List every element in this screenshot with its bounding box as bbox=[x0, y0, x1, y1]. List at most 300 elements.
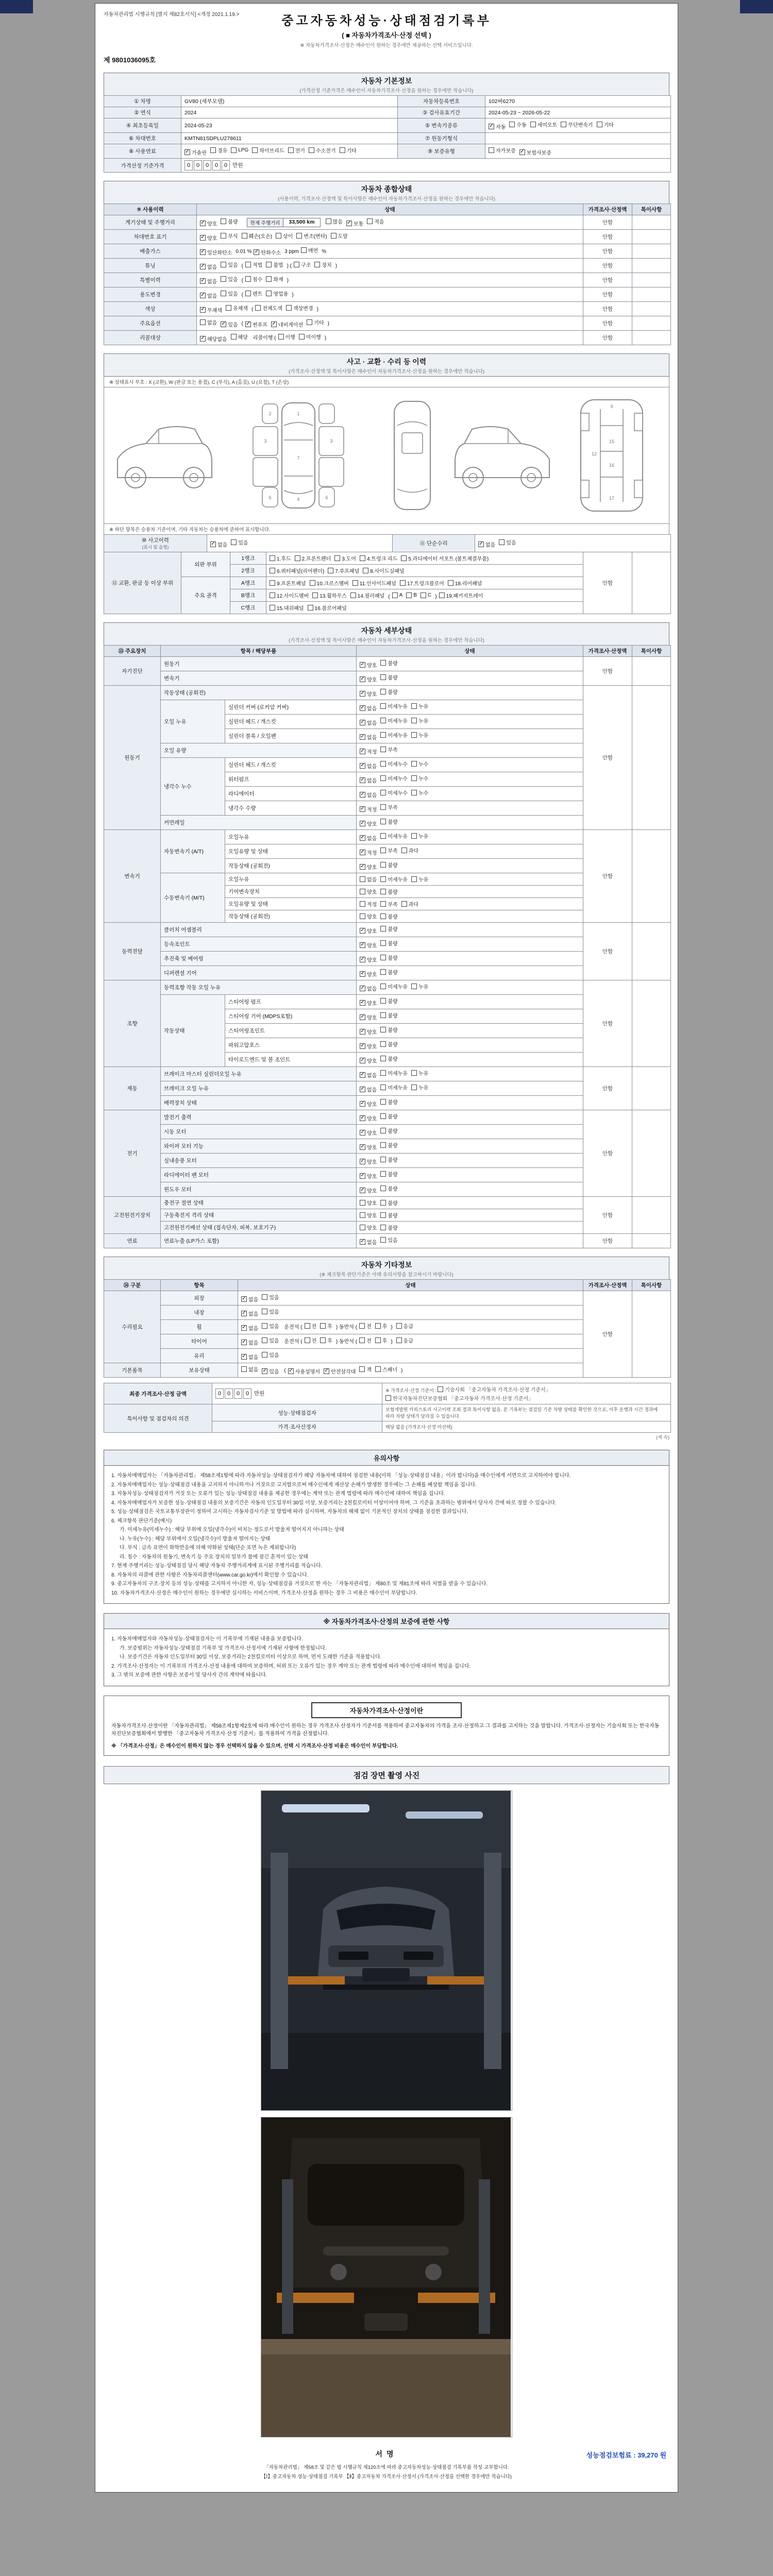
table-cell: 안함 bbox=[583, 316, 632, 331]
unchecked-box-icon bbox=[221, 276, 226, 282]
about-pricing-body: 자동차가격조사·산정이란 「자동차관리법」 제58조제1항제2호에 따라 매수인이 원하는 경우 가격조사·산정자가 기준서를 적용하여 중고자동차의 가격을 조사·산정하고 그 결과를 고지하는 것을 말합니다. 가격조사·산정자는 기술사회 또는 한국자동차진단보증협회에서 발행한 「중고자동차 가격조사·산정 기준서」를 적용하여 가격을 산정합니다. bbox=[111, 1723, 660, 1737]
checkbox-label: 후 bbox=[327, 1324, 332, 1330]
inline-text: ( bbox=[282, 1368, 286, 1374]
checkbox-label: 적정 bbox=[367, 807, 377, 813]
checkbox-item bbox=[380, 1069, 408, 1077]
table-cell: 안함 bbox=[583, 230, 632, 244]
unchecked-box-icon bbox=[309, 147, 314, 153]
checkbox-label: 불량 bbox=[388, 970, 398, 976]
unchecked-box-icon bbox=[411, 703, 417, 709]
unchecked-box-icon bbox=[380, 969, 386, 975]
checkbox-item bbox=[262, 1336, 279, 1344]
table-cell: 커먼레일 bbox=[161, 816, 357, 830]
unchecked-box-icon bbox=[200, 319, 206, 325]
checkbox-item bbox=[360, 927, 377, 935]
checkbox-item bbox=[396, 1322, 413, 1330]
unchecked-box-icon bbox=[231, 334, 237, 340]
checkbox-item bbox=[360, 820, 377, 827]
title-option: ( ■ 자동차가격조사·산정 선택 ) bbox=[342, 31, 431, 39]
checked-box-icon: ✓ bbox=[221, 321, 226, 327]
notice-box bbox=[104, 1450, 669, 1604]
checkbox-item bbox=[360, 1057, 377, 1064]
unchecked-box-icon bbox=[375, 1366, 381, 1372]
inline-text: 운전석 ( bbox=[282, 1325, 303, 1330]
unchecked-box-icon bbox=[380, 1185, 386, 1191]
checkbox-item bbox=[326, 217, 343, 225]
checked-box-icon: ✓ bbox=[246, 321, 250, 327]
table-cell: 가격조사·산정액 bbox=[583, 646, 632, 657]
unchecked-box-icon bbox=[380, 689, 386, 694]
table-row bbox=[104, 204, 671, 215]
checkbox-label: 기타 bbox=[346, 148, 357, 154]
status-cell bbox=[197, 316, 583, 331]
checkbox-item bbox=[489, 146, 516, 154]
checkbox-label: 있음 bbox=[506, 540, 516, 546]
table-cell: 자동차등록번호 bbox=[398, 96, 485, 107]
table-row bbox=[104, 215, 671, 230]
accident-legend-1: ※ 상태표시 부호 : X (교환), W (판금 또는 용접), C (부식), A (흠집), U (요철), T (손상) bbox=[104, 377, 669, 387]
checkbox-label: 4.트렁크 리드 bbox=[366, 556, 398, 562]
table-cell: ⑫ 교환, 판금 등 이상 부위 bbox=[104, 552, 181, 614]
table-cell: 리콜대상 bbox=[104, 331, 197, 345]
checkbox-label: 불량 bbox=[388, 690, 398, 696]
checkbox-item bbox=[241, 1338, 258, 1346]
unchecked-box-icon bbox=[380, 674, 386, 680]
signature-row bbox=[104, 2449, 669, 2460]
checkbox-label: 미세누수 bbox=[388, 791, 408, 796]
checkbox-item bbox=[360, 863, 377, 871]
unchecked-box-icon bbox=[262, 1323, 267, 1329]
checked-box-icon: ✓ bbox=[519, 149, 525, 155]
unchecked-box-icon bbox=[380, 1212, 386, 1218]
svg-text:12: 12 bbox=[591, 451, 597, 456]
checkbox-label: 색상변경 bbox=[293, 306, 313, 312]
status-cell bbox=[485, 118, 671, 133]
unchecked-box-icon bbox=[380, 747, 386, 752]
unchecked-box-icon bbox=[231, 539, 237, 545]
checkbox-label: 기타 bbox=[314, 320, 324, 326]
checked-box-icon: ✓ bbox=[360, 1014, 365, 1020]
checkbox-item bbox=[380, 789, 408, 796]
table-cell: ⑤ 변속기종류 bbox=[398, 118, 485, 133]
notice-line: 가. 미세누유(미세누수) : 해당 부위에 오일(냉각수)이 비치는 정도로서 방울져 떨어지지 아니하는 상태 bbox=[120, 1527, 344, 1533]
unchecked-box-icon bbox=[380, 775, 386, 781]
checked-box-icon: ✓ bbox=[200, 278, 205, 283]
table-row bbox=[104, 980, 671, 995]
checkbox-item bbox=[396, 1336, 413, 1344]
table-cell: 오일 유량 bbox=[161, 743, 357, 758]
checkbox-item bbox=[200, 306, 222, 314]
checkbox-item bbox=[231, 538, 248, 546]
cell-subtext: (표시 및 음영) bbox=[142, 545, 169, 550]
checkbox-label: LPG bbox=[238, 147, 249, 153]
unchecked-box-icon bbox=[286, 305, 292, 311]
unchecked-box-icon bbox=[245, 262, 251, 267]
checkbox-item bbox=[561, 121, 593, 128]
checkbox-label: 없음 bbox=[248, 1326, 259, 1332]
table-row bbox=[104, 159, 671, 173]
table-cell: 오일누유 bbox=[225, 873, 357, 886]
table-cell: 제동 bbox=[104, 1067, 161, 1110]
table-row bbox=[104, 133, 671, 144]
table-row bbox=[104, 1110, 671, 1125]
checkbox-label: 렌트 bbox=[253, 292, 263, 297]
insurance-fee: 성능점검보험료 : 39,270 원 bbox=[586, 2451, 666, 2459]
checkbox-item bbox=[380, 1011, 397, 1019]
checkbox-item bbox=[380, 925, 397, 933]
inline-text: ( bbox=[251, 307, 254, 312]
checkbox-item bbox=[360, 1224, 377, 1231]
checkbox-item bbox=[241, 1353, 258, 1361]
checkbox-item bbox=[380, 912, 397, 920]
checkbox-item bbox=[360, 1071, 377, 1079]
checkbox-label: 스패너 bbox=[382, 1367, 398, 1373]
table-row bbox=[104, 107, 671, 118]
status-cell bbox=[357, 743, 583, 758]
checkbox-label: 잭 bbox=[366, 1367, 372, 1373]
inline-text: % bbox=[322, 249, 327, 255]
table-cell: ② 연식 bbox=[104, 107, 181, 118]
notice-line: 8. 자동차의 리콜에 관한 사항은 자동차리콜센터(www.car.go.kr)에서 확인할 수 있습니다. bbox=[111, 1572, 309, 1578]
table-cell: 스티어링 기어 (MDPS포함) bbox=[225, 1009, 357, 1024]
car-diagram-unfolded-top bbox=[221, 394, 376, 517]
unchecked-box-icon bbox=[359, 1323, 365, 1329]
status-cell bbox=[357, 995, 583, 1009]
checkbox-label: 불량 bbox=[388, 863, 398, 869]
table-cell: 해당 없음 (가격조사·산정 미선택) bbox=[382, 1421, 671, 1433]
checkbox-item bbox=[411, 760, 428, 768]
table-cell: 라디에이터 bbox=[225, 787, 357, 801]
checkbox-item bbox=[301, 246, 318, 254]
section-note-etc: (※ 체크항목 판단기준은 아래 유의사항을 참고하시기 바랍니다) bbox=[320, 1272, 453, 1278]
checkbox-item bbox=[360, 690, 377, 698]
unchecked-box-icon bbox=[597, 122, 602, 127]
price-unit: 만원 bbox=[254, 1391, 265, 1397]
checkbox-item bbox=[200, 219, 217, 227]
svg-text:7: 7 bbox=[297, 455, 300, 461]
unchecked-box-icon bbox=[448, 580, 453, 586]
table-cell bbox=[632, 830, 671, 923]
unchecked-box-icon bbox=[411, 876, 417, 882]
checkbox-item bbox=[262, 1367, 279, 1375]
unchecked-box-icon bbox=[245, 291, 251, 296]
checkbox-item bbox=[380, 1040, 397, 1048]
checkbox-item bbox=[210, 540, 227, 548]
checkbox-item bbox=[380, 774, 408, 782]
checkbox-item bbox=[360, 675, 377, 683]
checkbox-item bbox=[400, 579, 444, 587]
status-cell bbox=[357, 1154, 583, 1168]
checkbox-label: 없음 bbox=[207, 265, 217, 270]
checkbox-item bbox=[241, 1365, 258, 1373]
table-cell: 시동 모터 bbox=[161, 1125, 357, 1139]
unchecked-box-icon bbox=[270, 580, 275, 586]
checked-box-icon: ✓ bbox=[360, 863, 365, 869]
status-cell bbox=[357, 1222, 583, 1234]
unchecked-box-icon bbox=[380, 1128, 386, 1133]
table-cell: 수리필요 bbox=[104, 1291, 161, 1363]
checked-box-icon: ✓ bbox=[211, 541, 215, 547]
checkbox-item bbox=[241, 1324, 258, 1332]
checkbox-label: 장치 bbox=[322, 263, 332, 268]
document-number: 제 9801036095호 bbox=[104, 56, 156, 64]
unchecked-box-icon bbox=[401, 555, 407, 561]
checked-box-icon: ✓ bbox=[360, 1115, 365, 1121]
table-row bbox=[104, 230, 671, 244]
checkbox-item bbox=[411, 832, 428, 840]
table-cell bbox=[632, 244, 671, 259]
checked-box-icon: ✓ bbox=[360, 1239, 365, 1244]
checked-box-icon: ✓ bbox=[347, 220, 351, 226]
inline-text: ) bbox=[391, 1339, 394, 1345]
checkbox-item bbox=[360, 970, 377, 978]
inspection-photo-front-image bbox=[261, 1791, 511, 2110]
checkbox-item bbox=[262, 1293, 279, 1301]
inspection-photo-under-image bbox=[261, 2117, 511, 2437]
final-price-table bbox=[104, 1383, 671, 1433]
checkbox-label: 15.대쉬패널 bbox=[277, 606, 304, 612]
table-cell: 성능·상태점검자 bbox=[212, 1404, 382, 1421]
checkbox-label: 양호 bbox=[367, 914, 377, 920]
checkbox-item bbox=[380, 1199, 397, 1207]
checkbox-label: 14.필러패널 bbox=[357, 594, 385, 599]
checkbox-label: 불량 bbox=[388, 661, 398, 667]
unchecked-box-icon bbox=[380, 1012, 386, 1018]
table-cell: 항목 bbox=[161, 1280, 238, 1291]
checkbox-label: 누유 bbox=[418, 733, 429, 739]
checkbox-label: 양호 bbox=[367, 663, 377, 669]
checkbox-item bbox=[380, 832, 408, 840]
checkbox-label: 양호 bbox=[207, 222, 217, 227]
checked-box-icon: ✓ bbox=[200, 234, 205, 240]
table-cell: 전기 bbox=[104, 1110, 161, 1197]
checkbox-item bbox=[380, 760, 408, 768]
unchecked-box-icon bbox=[411, 790, 417, 795]
checkbox-label: 없음 bbox=[207, 294, 217, 299]
status-cell bbox=[238, 1363, 583, 1378]
checkbox-label: 미세누유 bbox=[388, 719, 408, 724]
checkbox-item bbox=[262, 1351, 279, 1359]
unchecked-box-icon bbox=[380, 1056, 386, 1061]
checked-box-icon: ✓ bbox=[254, 249, 259, 255]
checkbox-label: 누수 bbox=[418, 791, 429, 796]
checkbox-label: 양호 bbox=[367, 1131, 377, 1137]
checkbox-label: 부족 bbox=[388, 748, 398, 753]
unchecked-box-icon bbox=[561, 122, 566, 127]
checkbox-label: 이행 bbox=[285, 335, 295, 341]
svg-text:3: 3 bbox=[264, 438, 267, 444]
inspection-photo-front bbox=[261, 1790, 512, 2111]
checkbox-item bbox=[380, 875, 408, 883]
status-cell bbox=[357, 715, 583, 729]
checked-box-icon: ✓ bbox=[360, 1043, 365, 1048]
checkbox-item bbox=[231, 147, 248, 153]
checkbox-item bbox=[360, 1013, 377, 1021]
section-title-accident-label: 사고 · 교환 · 수리 등 이력 bbox=[346, 358, 427, 366]
section-title-accident bbox=[104, 353, 669, 377]
table-row bbox=[104, 287, 671, 302]
unchecked-box-icon bbox=[310, 580, 315, 586]
inline-text: ) bbox=[324, 335, 327, 341]
checkbox-item bbox=[380, 1141, 397, 1149]
checkbox-item bbox=[360, 1086, 377, 1093]
checkbox-label: 17.트렁크플로어 bbox=[407, 581, 444, 587]
checkbox-label: 미세누유 bbox=[388, 877, 408, 883]
table-cell bbox=[632, 1291, 671, 1378]
checkbox-item bbox=[221, 320, 238, 328]
checkbox-item bbox=[401, 900, 418, 908]
table-cell: ⑬ 주요장치 bbox=[104, 646, 161, 657]
checkbox-item bbox=[380, 731, 408, 739]
status-cell bbox=[357, 844, 583, 859]
checked-box-icon: ✓ bbox=[360, 676, 365, 682]
checkbox-item bbox=[359, 1365, 372, 1373]
checkbox-label: 양호 bbox=[367, 1145, 377, 1151]
unchecked-box-icon bbox=[359, 1366, 365, 1372]
checkbox-item bbox=[380, 745, 397, 753]
table-cell: 브레이크 오일 누유 bbox=[161, 1081, 357, 1096]
unchecked-box-icon bbox=[270, 605, 275, 611]
inline-text: ( bbox=[241, 263, 243, 269]
status-cell bbox=[197, 244, 583, 259]
price-digit: 0 bbox=[222, 160, 230, 171]
overall-state-table bbox=[104, 204, 671, 345]
checkbox-item bbox=[270, 579, 306, 587]
checkbox-label: 양호 bbox=[367, 1044, 377, 1050]
unchecked-box-icon bbox=[276, 233, 281, 239]
checkbox-item bbox=[421, 592, 431, 598]
svg-text:15: 15 bbox=[609, 439, 615, 444]
odometer-label: 현재 주행거리 bbox=[247, 218, 284, 227]
table-cell: 실린더 블록 / 오일팬 bbox=[225, 729, 357, 743]
unchecked-box-icon bbox=[401, 901, 407, 907]
checkbox-item bbox=[262, 1308, 279, 1315]
table-cell bbox=[632, 923, 671, 980]
checkbox-label: 불량 bbox=[228, 219, 238, 225]
checkbox-item bbox=[380, 939, 397, 947]
status-cell bbox=[357, 1038, 583, 1053]
inline-text: 0.01 % bbox=[236, 249, 252, 255]
inline-text: ) bbox=[327, 321, 329, 327]
status-cell bbox=[357, 772, 583, 787]
price-digit: 0 bbox=[243, 1388, 251, 1399]
checkbox-label: 부족 bbox=[388, 902, 398, 908]
checkbox-label: 있음 bbox=[269, 1324, 279, 1330]
unchecked-box-icon bbox=[411, 833, 417, 839]
checked-box-icon: ✓ bbox=[360, 1187, 365, 1193]
checkbox-label: 전 bbox=[366, 1324, 372, 1330]
notice-line: 가. 보증범위는 자동차성능·상태점검 기록부 및 가격조사·산정서에 기재된 사항에 한정됩니다. bbox=[120, 1645, 327, 1651]
section-title-overall-label: 자동차 종합상태 bbox=[361, 185, 412, 193]
checkbox-label: 미이행 bbox=[306, 335, 321, 341]
table-cell bbox=[632, 980, 671, 1067]
checkbox-label: 보통 bbox=[353, 222, 364, 227]
table-cell: ⑭ 구분 bbox=[104, 1280, 161, 1291]
checkbox-label: 양호 bbox=[367, 1213, 377, 1219]
checkbox-item bbox=[380, 982, 408, 990]
unchecked-box-icon bbox=[380, 833, 386, 839]
table-cell: ⑨ 사용이력 bbox=[104, 204, 197, 215]
table-cell: 수동변속기 (M/T) bbox=[161, 873, 225, 923]
table-row bbox=[104, 96, 671, 107]
title-note: ※ 자동차가격조사·산정은 매수인이 원하는 경우에만 제공하는 선택 서비스입니다. bbox=[300, 43, 473, 48]
unchecked-box-icon bbox=[392, 592, 398, 598]
status-cell bbox=[266, 552, 583, 565]
inline-text: ) 동반석 ( bbox=[335, 1325, 358, 1330]
status-cell bbox=[357, 980, 583, 995]
notice-line: 1. 자동차매매업자는 「자동차관리법」 제58조제1항에 따라 자동차성능·상태점검자가 해당 자동차에 대하여 점검한 내용(이하 「성능·상태점검 내용」이라 합니다)을 매수인에게 서면으로 고지하여야 합니다. bbox=[111, 1473, 571, 1479]
checked-box-icon: ✓ bbox=[360, 762, 365, 768]
table-cell: 자기진단 bbox=[104, 657, 161, 686]
checkbox-label: 19.패키지트레이 bbox=[446, 594, 483, 599]
status-cell bbox=[357, 686, 583, 700]
checkbox-item bbox=[360, 554, 397, 562]
checkbox-label: 불량 bbox=[388, 1172, 398, 1178]
checkbox-label: 없음 bbox=[367, 778, 377, 784]
table-cell: 안함 bbox=[583, 215, 632, 230]
detail-state-table bbox=[104, 645, 671, 1248]
unchecked-box-icon bbox=[367, 218, 373, 224]
table-cell: 안함 bbox=[583, 1291, 632, 1378]
checkbox-item bbox=[200, 263, 217, 270]
table-row bbox=[104, 302, 671, 316]
checkbox-item bbox=[380, 1098, 397, 1106]
checkbox-label: 5.라디에이터 서포트 (볼트체결부품) bbox=[408, 556, 489, 562]
table-cell: 타이로드엔드 및 볼 조인트 bbox=[225, 1053, 357, 1067]
checkbox-item bbox=[359, 1322, 372, 1330]
checkbox-item bbox=[499, 538, 516, 546]
price-digit: 0 bbox=[212, 160, 221, 171]
unchecked-box-icon bbox=[270, 555, 275, 561]
unchecked-box-icon bbox=[314, 262, 320, 267]
checked-box-icon: ✓ bbox=[289, 1368, 293, 1374]
unchecked-box-icon bbox=[262, 1337, 267, 1343]
checkbox-label: 불량 bbox=[388, 956, 398, 961]
about-pricing-box bbox=[104, 1696, 669, 1756]
checkbox-label: 없음 bbox=[367, 877, 377, 883]
table-cell: 안함 bbox=[583, 657, 632, 686]
checked-box-icon: ✓ bbox=[360, 1144, 365, 1149]
checkbox-item bbox=[406, 592, 417, 598]
unchecked-box-icon bbox=[278, 334, 284, 340]
price-digit: 0 bbox=[215, 1388, 224, 1399]
checkbox-label: 누유 bbox=[418, 1086, 429, 1091]
unchecked-box-icon bbox=[312, 592, 318, 598]
table-cell bbox=[632, 259, 671, 273]
checkbox-label: 양호 bbox=[367, 1001, 377, 1007]
checkbox-label: 불법 bbox=[273, 263, 283, 268]
checkbox-item bbox=[360, 1028, 377, 1036]
checkbox-item bbox=[380, 803, 397, 811]
checkbox-label: 없음 bbox=[367, 1088, 377, 1093]
table-cell: ⑧ 사용연료 bbox=[104, 144, 181, 159]
checkbox-label: 미세누유 bbox=[388, 733, 408, 739]
checked-box-icon: ✓ bbox=[479, 541, 483, 547]
checkbox-label: 적음 bbox=[374, 219, 384, 225]
checkbox-label: 해당 bbox=[238, 335, 248, 341]
checkbox-label: 수동 bbox=[516, 123, 527, 128]
table-cell: 추진축 및 베어링 bbox=[161, 952, 357, 966]
checkbox-label: 적법 bbox=[253, 263, 263, 268]
checkbox-item bbox=[380, 688, 397, 696]
checkbox-item bbox=[288, 1367, 320, 1375]
checkbox-label: 양호 bbox=[367, 1160, 377, 1165]
notice-line: 3. 그 밖의 보증에 관한 사항은 보증서 및 당사자 간의 계약에 따릅니다. bbox=[111, 1672, 267, 1678]
unchecked-box-icon bbox=[307, 319, 312, 325]
checkbox-item bbox=[380, 1236, 397, 1244]
unchecked-box-icon bbox=[266, 276, 272, 282]
table-cell: 2024-05-23 ~ 2026-05-22 bbox=[485, 107, 671, 118]
